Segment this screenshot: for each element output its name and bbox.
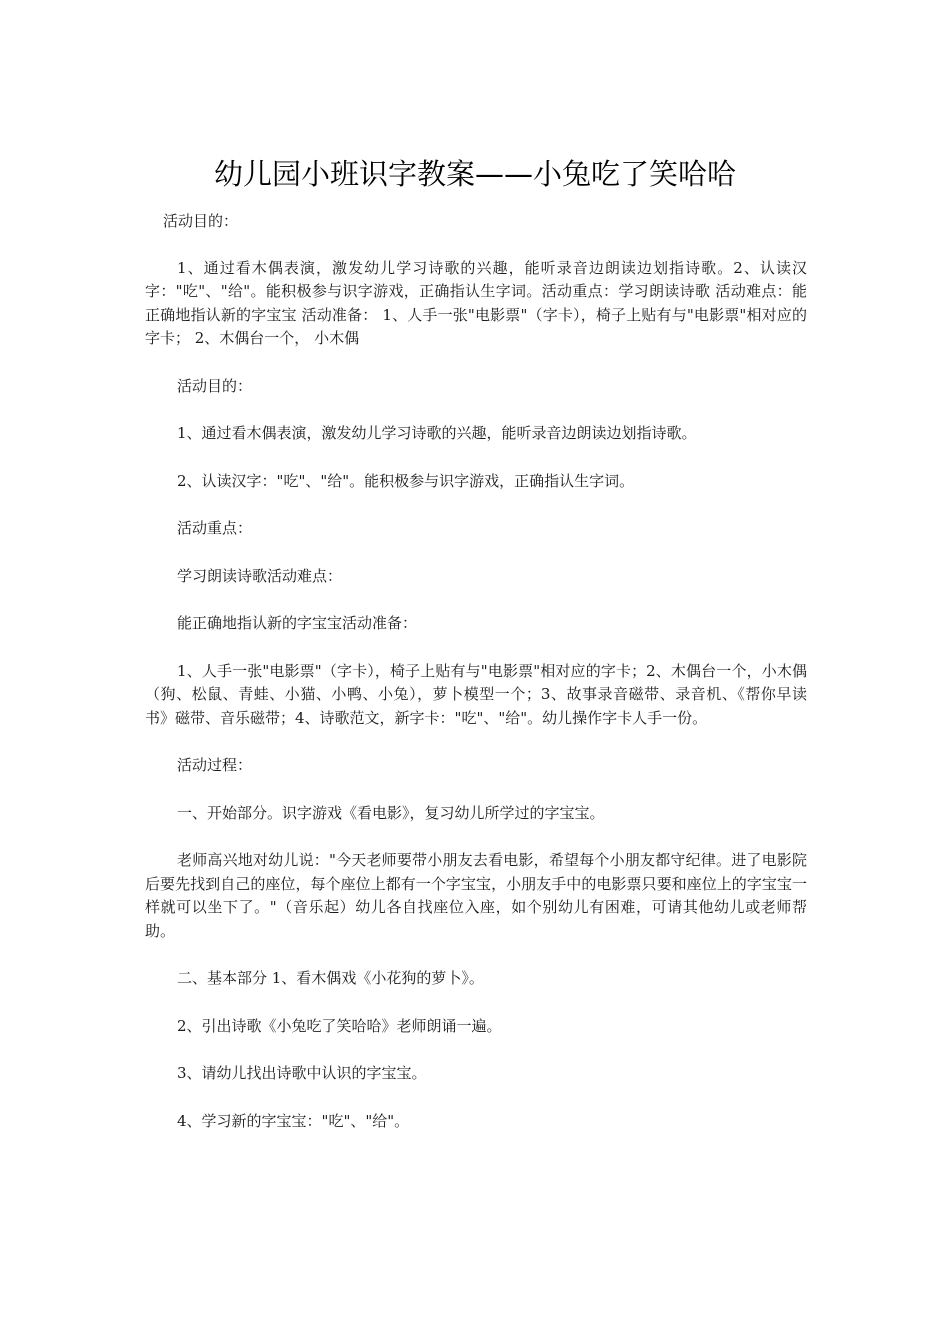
document-body: [145, 210, 807, 1157]
paragraph-basic-section: 二、基本部分 1、看木偶戏《小花狗的萝卜》。: [177, 969, 484, 987]
paragraph-opening-section: 一、开始部分。识字游戏《看电影》，复习幼儿所学过的字宝宝。: [177, 803, 605, 822]
paragraph-activity-goal-heading: 活动目的：: [163, 212, 239, 230]
paragraph-step-3: 3、请幼儿找出诗歌中认识的字宝宝。: [177, 1064, 427, 1082]
paragraph-goal-1: 1、通过看木偶表演，激发幼儿学习诗歌的兴趣，能听录音边朗读边划指诗歌。: [177, 424, 697, 442]
paragraph-focus-content: 学习朗读诗歌活动难点：: [177, 566, 343, 585]
document-title: 幼儿园小班识字教案——小兔吃了笑哈哈: [213, 157, 736, 191]
paragraph-summary: 1、通过看木偶表演，激发幼儿学习诗歌的兴趣，能听录音边朗读边划指诗歌。2、认读汉字："吃"、"给"。能积极参与识字游戏，正确指认生字词。活动重点：学习朗读诗歌 活动难点：能正确地指认新的字宝宝 活动准备： 1、人手一张"电影票"（字卡），椅子上贴有与"电影票"相对应的字卡； 2、木偶台一个， 小木偶: [145, 258, 807, 347]
paragraph-materials: 1、人手一张"电影票"（字卡），椅子上贴有与"电影票"相对应的字卡；2、木偶台一个，小木偶（狗、松鼠、青蛙、小猫、小鸭、小兔），萝卜模型一个；3、故事录音磁带、录音机、《帮你早读书》磁带、音乐磁带；4、诗歌范文，新字卡："吃"、"给"。幼儿操作字卡人手一份。: [145, 661, 807, 727]
paragraph-goal-2: 2、认读汉字："吃"、"给"。能积极参与识字游戏，正确指认生字词。: [177, 471, 635, 490]
paragraph-focus-heading: 活动重点：: [177, 519, 253, 537]
paragraph-step-4: 4、学习新的字宝宝："吃"、"给"。: [177, 1111, 410, 1130]
paragraph-teacher-speech: 老师高兴地对幼儿说："今天老师要带小朋友去看电影，希望每个小朋友都守纪律。进了电影院后要先找到自己的座位，每个座位上都有一个字宝宝，小朋友手中的电影票只要和座位上的字宝宝一样就可以坐下了。"（音乐起）幼儿各自找座位入座，如个别幼儿有困难，可请其他幼儿或老师帮助。: [145, 851, 807, 940]
paragraph-step-2: 2、引出诗歌《小兔吃了笑哈哈》老师朗诵一遍。: [177, 1016, 502, 1035]
paragraph-process-heading: 活动过程：: [177, 756, 253, 774]
paragraph-difficulty-content: 能正确地指认新的字宝宝活动准备：: [177, 614, 418, 632]
paragraph-activity-goal-heading-2: 活动目的：: [177, 376, 253, 395]
